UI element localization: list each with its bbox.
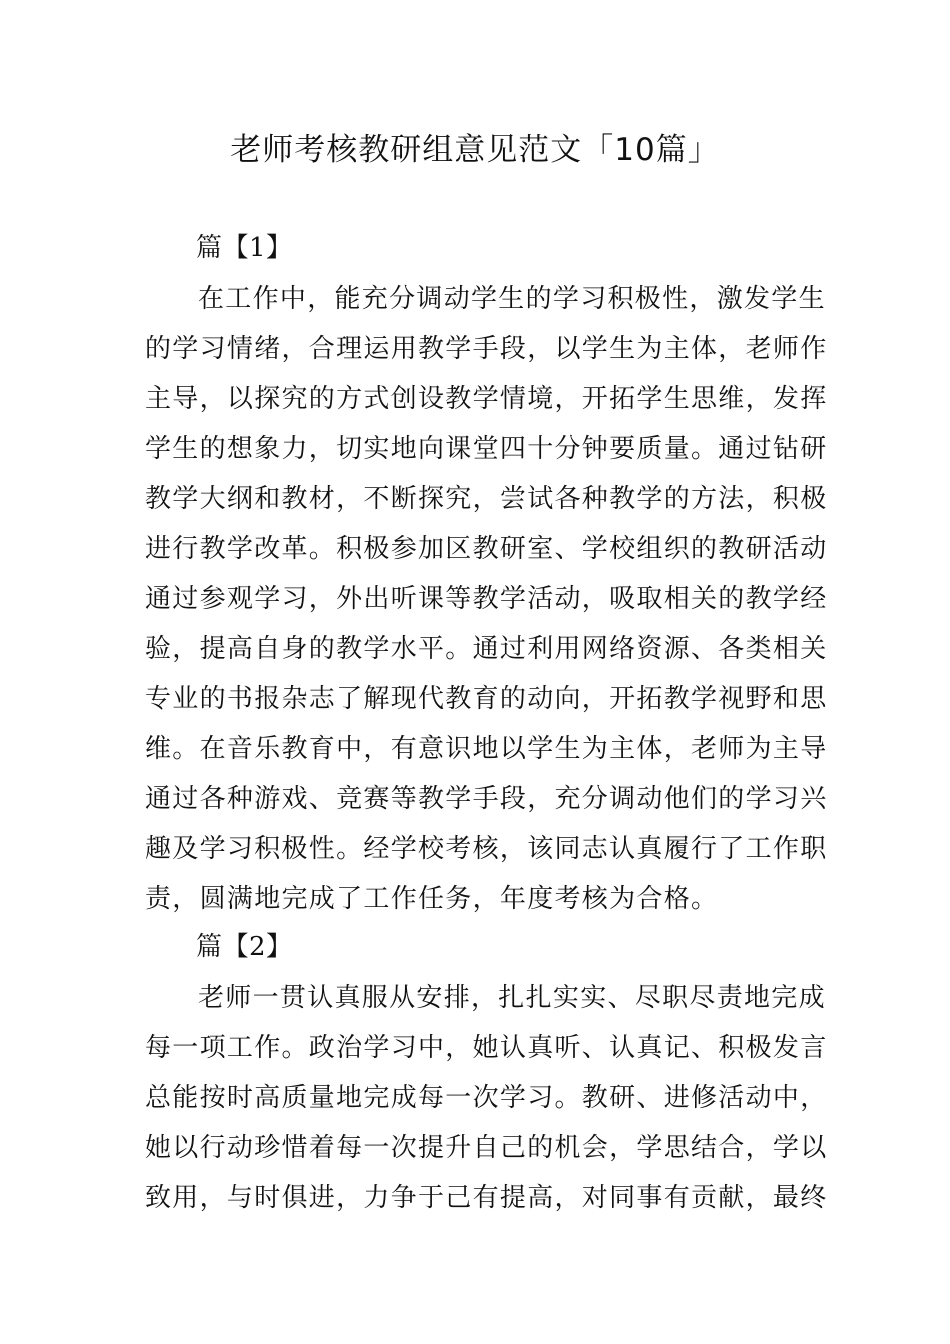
paragraph-line: 进行教学改革。积极参加区教研室、学校组织的教研活动 (145, 534, 828, 564)
paragraph-line: 专业的书报杂志了解现代教育的动向，开拓教学视野和思 (145, 684, 828, 714)
paragraph-line: 通过各种游戏、竞赛等教学手段，充分调动他们的学习兴 (145, 784, 828, 814)
paragraph-line: 主导，以探究的方式创设教学情境，开拓学生思维，发挥 (145, 384, 828, 414)
section-heading-2: 篇【2】 (196, 932, 293, 962)
paragraph-line: 验，提高自身的教学水平。通过利用网络资源、各类相关 (145, 634, 828, 664)
paragraph-line: 的学习情绪，合理运用教学手段，以学生为主体，老师作 (145, 334, 828, 364)
paragraph-line: 致用，与时俱进，力争于己有提高，对同事有贡献，最终 (145, 1183, 828, 1213)
paragraph-line: 老师一贯认真服从安排，扎扎实实、尽职尽责地完成 (198, 983, 826, 1013)
paragraph-line: 趣及学习积极性。经学校考核，该同志认真履行了工作职 (145, 834, 828, 864)
paragraph-line: 每一项工作。政治学习中，她认真听、认真记、积极发言 (145, 1033, 828, 1063)
paragraph-line: 她以行动珍惜着每一次提升自己的机会，学思结合，学以 (145, 1133, 828, 1163)
document-title: 老师考核教研组意见范文「10篇」 (230, 132, 720, 168)
paragraph-line: 学生的想象力，切实地向课堂四十分钟要质量。通过钻研 (145, 434, 828, 464)
paragraph-line: 责，圆满地完成了工作任务，年度考核为合格。 (145, 884, 719, 914)
paragraph-line: 通过参观学习，外出听课等教学活动，吸取相关的教学经 (145, 584, 828, 614)
section-heading-1: 篇【1】 (196, 233, 293, 263)
paragraph-line: 教学大纲和教材，不断探究，尝试各种教学的方法，积极 (145, 484, 828, 514)
paragraph-line: 维。在音乐教育中，有意识地以学生为主体，老师为主导 (145, 734, 828, 764)
paragraph-line: 在工作中，能充分调动学生的学习积极性，激发学生 (198, 284, 826, 314)
paragraph-line: 总能按时高质量地完成每一次学习。教研、进修活动中， (145, 1083, 828, 1113)
